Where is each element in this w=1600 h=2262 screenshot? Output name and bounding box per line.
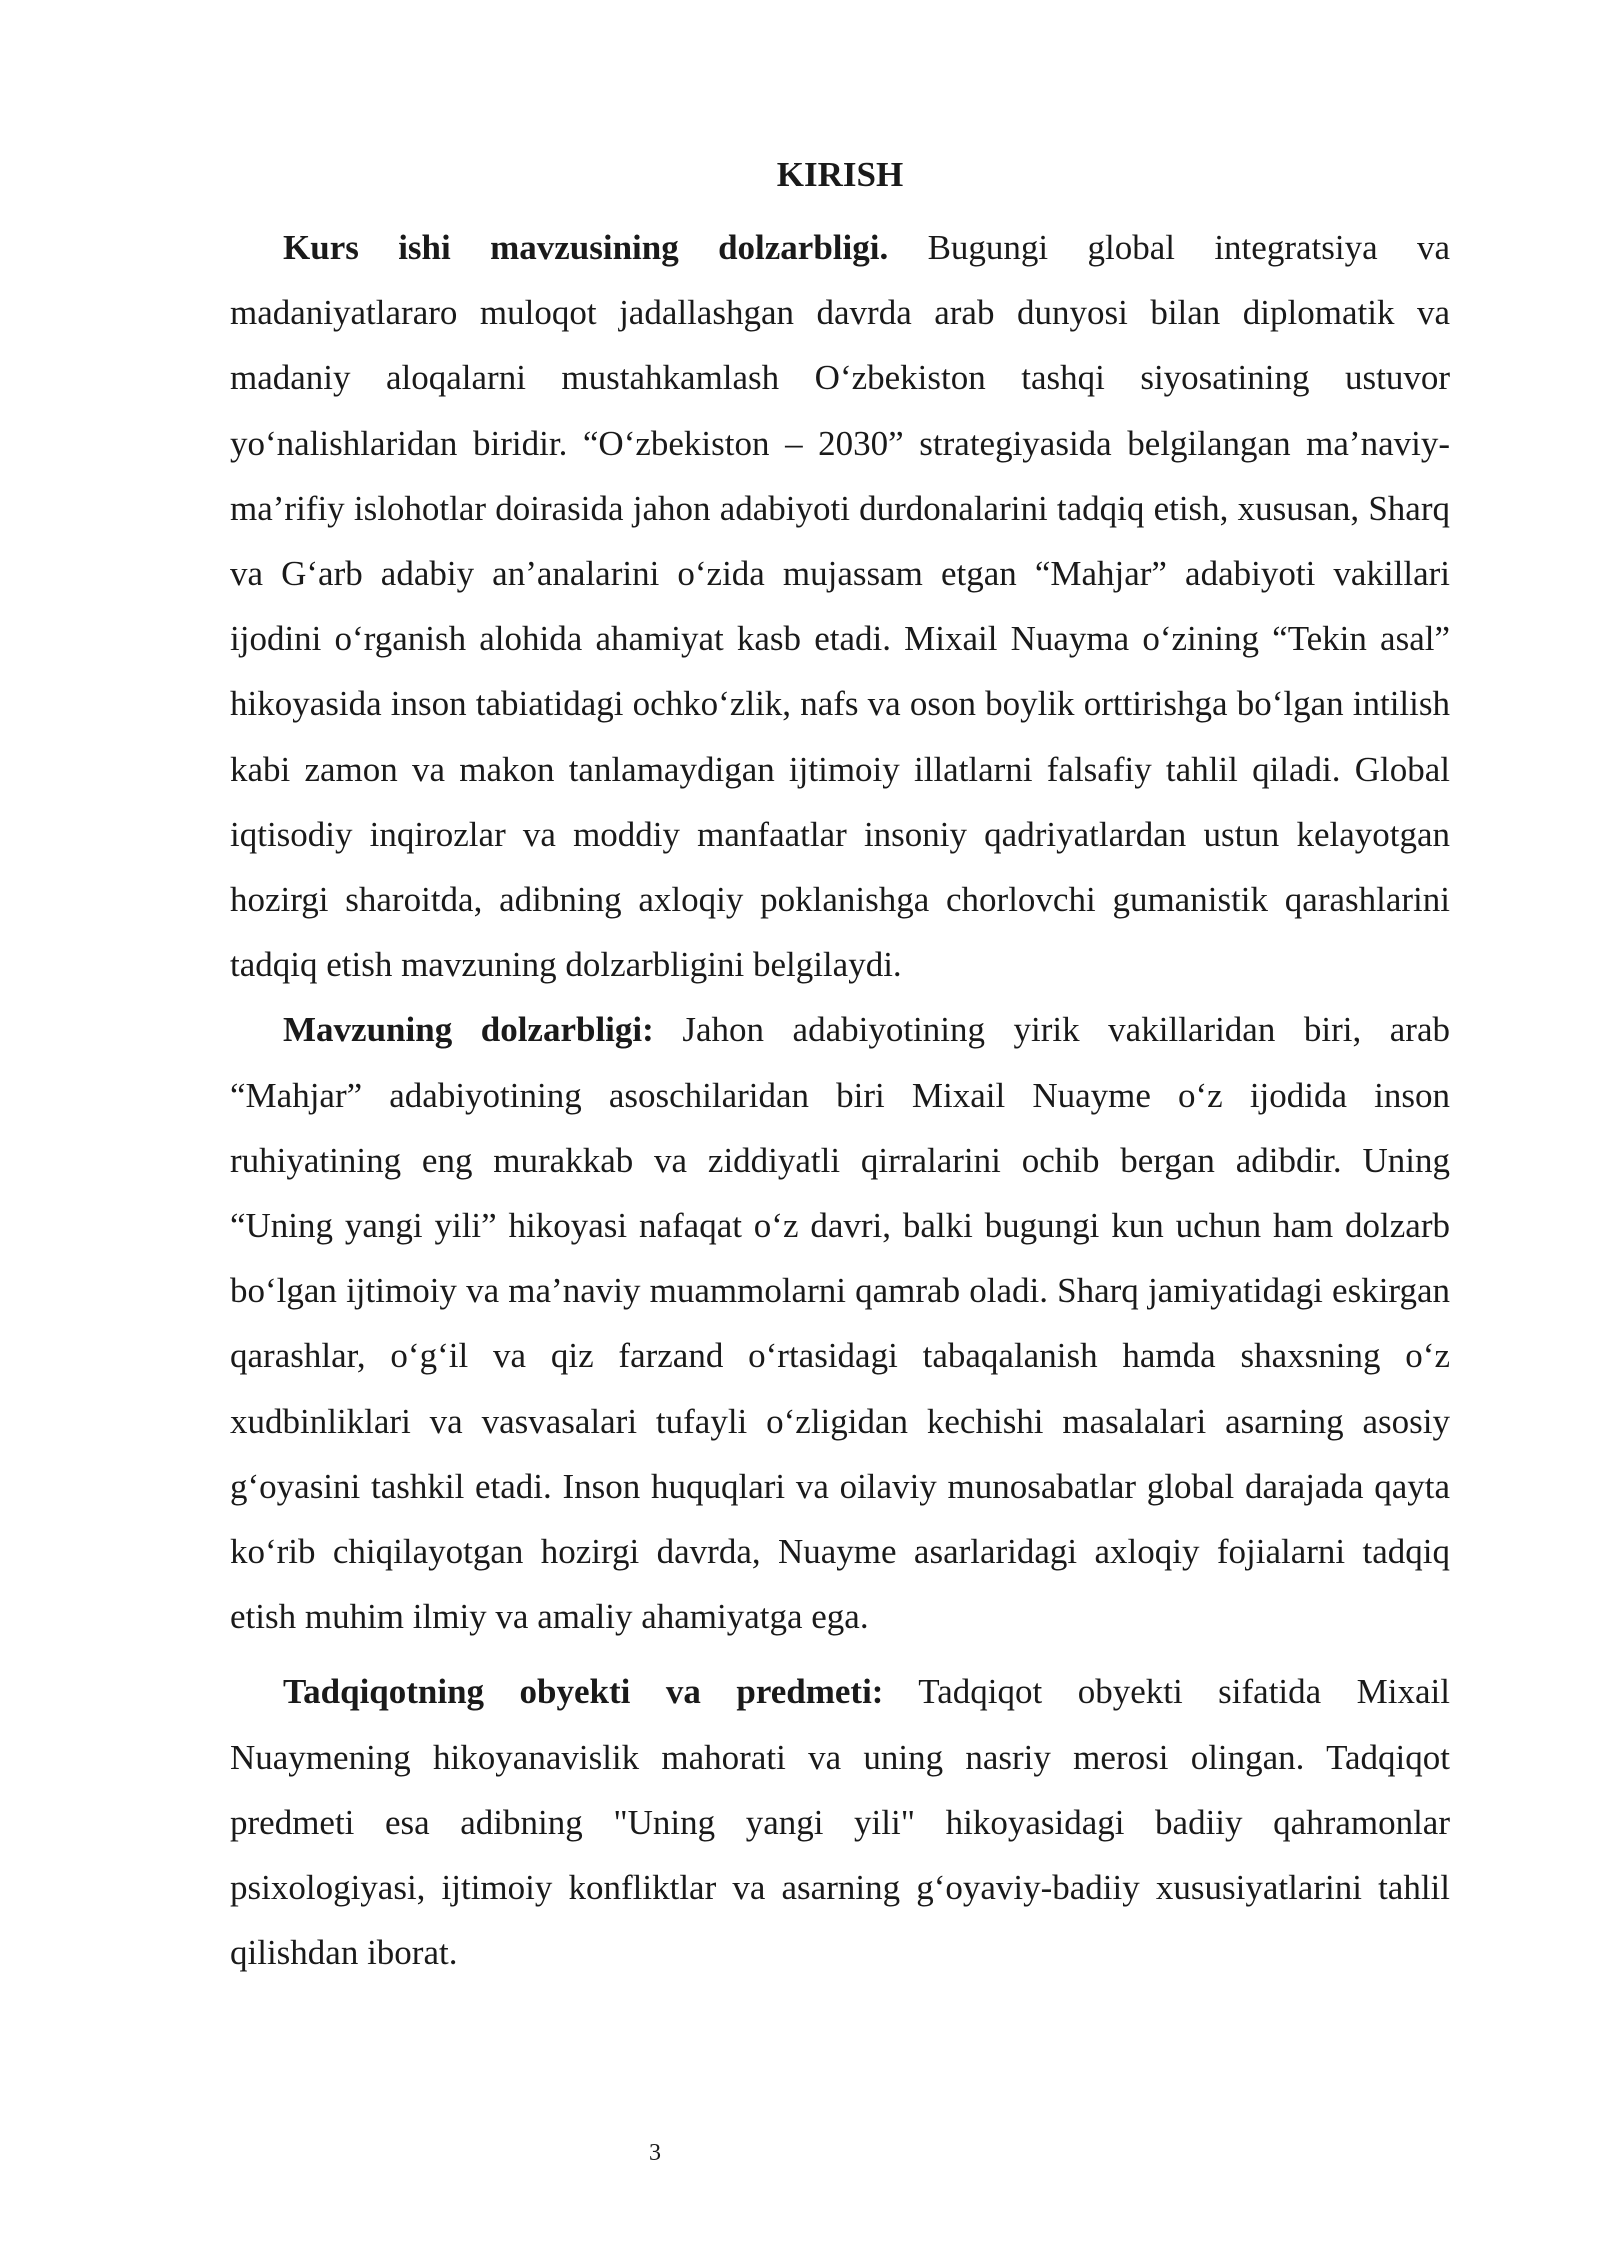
paragraph-relevance-of-topic — [230, 215, 1450, 997]
paragraph-lead: Mavzuning dolzarbligi: — [283, 1010, 654, 1050]
page-number: 3 — [649, 2140, 661, 2166]
page-content — [230, 150, 1450, 1985]
paragraph-object-and-subject — [230, 1659, 1450, 1985]
paragraph-text: Jahon adabiyotining yirik vakillaridan biri, arab “Mahjar” adabiyotining asoschilaridan biri Mixail Nuayme o‘z ijodida inson ruhiyatining eng murakkab va ziddiyatli qirralarini ochib bergan adibdir. Uning “Uning yangi yili” hikoyasi nafaqat o‘z davri, balki bugungi kun uchun ham dolzarb bo‘lgan ijtimoiy va ma’naviy muammolarni qamrab oladi. Sharq jamiyatidagi eskirgan qarashlar, o‘g‘il va qiz farzand o‘rtasidagi tabaqalanish hamda shaxsning o‘z xudbinliklari va vasvasalari tufayli o‘zligidan kechishi masalalari asarning asosiy g‘oyasini tashkil etadi. Inson huquqlari va oilaviy munosabatlar global darajada qayta ko‘rib chiqilayotgan hozirgi davrda, Nuayme asarlaridagi axloqiy fojialarni tadqiq etish muhim ilmiy va amaliy ahamiyatga ega. — [230, 1010, 1450, 1637]
paragraph-lead: Tadqiqotning obyekti va predmeti: — [283, 1672, 884, 1712]
paragraph-text: Tadqiqot obyekti sifatida Mixail Nuaymening hikoyanavislik mahorati va uning nasriy merosi olingan. Tadqiqot predmeti esa adibning "Uning yangi yili" hikoyasidagi badiiy qahramonlar psixologiyasi, ijtimoiy konfliktlar va asarning g‘oyaviy-badiiy xususiyatlarini tahlil qilishdan iborat. — [230, 1672, 1450, 1973]
paragraph-lead: Kurs ishi mavzusining dolzarbligi. — [283, 228, 889, 267]
section-title: KIRISH — [776, 155, 904, 194]
paragraph-topic-relevance — [230, 997, 1450, 1649]
paragraph-text: Bugungi global integratsiya va madaniyatlararo muloqot jadallashgan davrda arab dunyosi bilan diplomatik va madaniy aloqalarni mustahkamlash O‘zbekiston tashqi siyosatining ustuvor yo‘nalishlaridan biridir. “O‘zbekiston – 2030” strategiyasida belgilangan ma’naviy-ma’rifiy islohotlar doirasida jahon adabiyoti durdonalarini tadqiq etish, xususan, Sharq va G‘arb adabiy an’analarini o‘zida mujassam etgan “Mahjar” adabiyoti vakillari ijodini o‘rganish alohida ahamiyat kasb etadi. Mixail Nuayma o‘zining “Tekin asal” hikoyasida inson tabiatidagi ochko‘zlik, nafs va oson boylik orttirishga bo‘lgan intilish kabi zamon va makon tanlamaydigan ijtimoiy illatlarni falsafiy tahlil qiladi. Global iqtisodiy inqirozlar va moddiy manfaatlar insoniy qadriyatlardan ustun kelayotgan hozirgi sharoitda, adibning axloqiy poklanishga chorlovchi gumanistik qarashlarini tadqiq etish mavzuning dolzarbligini belgilaydi. — [230, 228, 1450, 985]
